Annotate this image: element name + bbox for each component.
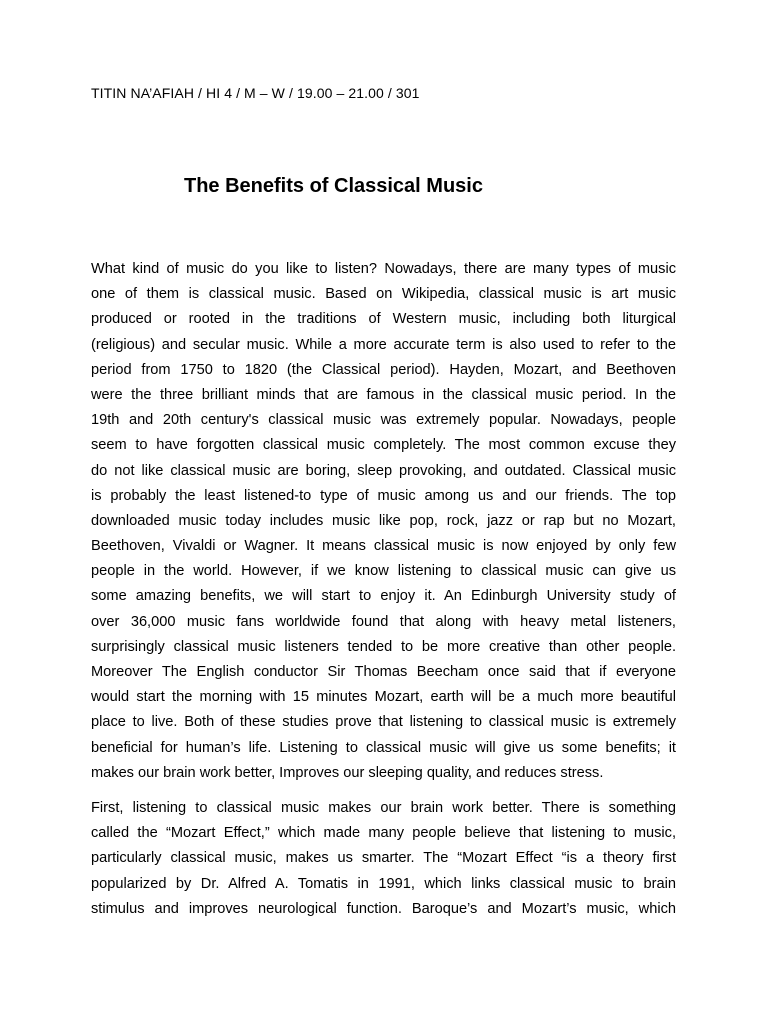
paragraph-line: surprisingly classical music listeners tended to be more creative than other people. [91, 638, 676, 655]
paragraph-line: downloaded music today includes music like pop, rock, jazz or rap but no Mozart, [91, 512, 676, 529]
paragraph-line: produced or rooted in the traditions of Western music, including both liturgical [91, 311, 676, 328]
paragraph-line: stimulus and improves neurological function. Baroque’s and Mozart’s music, which [91, 900, 676, 917]
paragraph-line: 19th and 20th century's classical music was extremely popular. Nowadays, people [91, 412, 676, 429]
paragraph-line: beneficial for human’s life. Listening to classical music will give us some benefits; it [91, 739, 676, 756]
paragraph-line: (religious) and secular music. While a more accurate term is also used to refer to the [91, 336, 676, 353]
paragraph-line: called the “Mozart Effect,” which made many people believe that listening to music, [91, 825, 676, 842]
paragraph-line: particularly classical music, makes us smarter. The “Mozart Effect “is a theory first [91, 850, 676, 867]
paragraph-line: place to live. Both of these studies prove that listening to classical music is extremely [91, 714, 676, 731]
paragraph-line: What kind of music do you like to listen? Nowadays, there are many types of music [91, 261, 676, 277]
paragraph-line: popularized by Dr. Alfred A. Tomatis in 1991, which links classical music to brain [91, 875, 676, 892]
paragraph-line: seem to have forgotten classical music completely. The most common excuse they [91, 437, 676, 454]
paragraph-intro [91, 257, 676, 786]
paragraph-line: makes our brain work better, Improves our sleeping quality, and reduces stress. [91, 764, 604, 781]
paragraph-line: were the three brilliant minds that are famous in the classical music period. In the [91, 386, 676, 403]
paragraph-line: period from 1750 to 1820 (the Classical period). Hayden, Mozart, and Beethoven [91, 361, 676, 378]
student-header: TITIN NA’AFIAH / HI 4 / M – W / 19.00 – 21.00 / 301 [91, 85, 420, 101]
paragraph-line: over 36,000 music fans worldwide found that along with heavy metal listeners, [91, 613, 676, 630]
paragraph-first-benefit [91, 796, 676, 922]
paragraph-line: do not like classical music are boring, sleep provoking, and outdated. Classical music [91, 462, 676, 479]
paragraph-line: people in the world. However, if we know listening to classical music can give us [91, 563, 676, 580]
paragraph-line: some amazing benefits, we will start to enjoy it. An Edinburgh University study of [91, 588, 676, 605]
paragraph-line: is probably the least listened-to type of music among us and our friends. The top [91, 487, 676, 504]
paragraph-line: Moreover The English conductor Sir Thomas Beecham once said that if everyone [91, 664, 676, 680]
paragraph-line: First, listening to classical music makes our brain work better. There is something [91, 800, 676, 816]
paragraph-line: one of them is classical music. Based on Wikipedia, classical music is art music [91, 286, 676, 303]
page-title: The Benefits of Classical Music [184, 175, 483, 197]
paragraph-line: Beethoven, Vivaldi or Wagner. It means classical music is now enjoyed by only few [91, 538, 676, 555]
paragraph-line: would start the morning with 15 minutes Mozart, earth will be a much more beautiful [91, 689, 676, 706]
